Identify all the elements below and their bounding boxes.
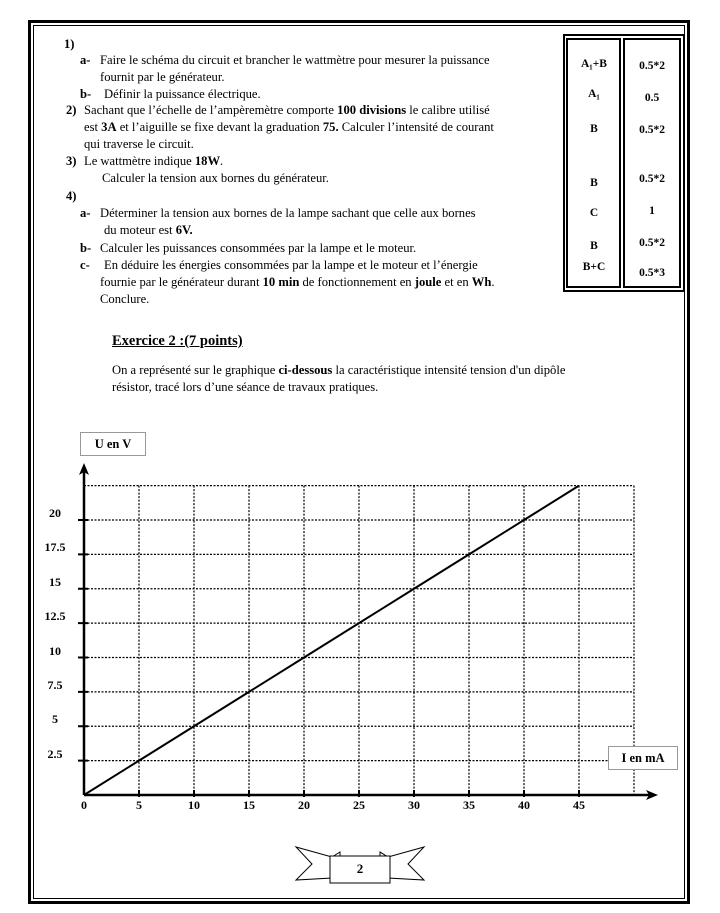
question-4c-line1: En déduire les énergies consommées par la lampe et le moteur et l’énergie — [104, 258, 478, 272]
question-4a-line2: du moteur est 6V. — [104, 223, 193, 237]
points-cell: 0.5*2 — [639, 237, 665, 249]
question-4-number: 4) — [66, 189, 77, 203]
competence-cell: B — [590, 123, 598, 135]
points-cell: 0.5*3 — [639, 267, 665, 279]
x-tick-label: 0 — [81, 798, 87, 812]
competence-cell: B — [590, 240, 598, 252]
competence-cell: A₁ — [588, 88, 600, 100]
question-1a-line2: fournit par le générateur. — [100, 70, 225, 84]
page-number: 2 — [356, 861, 364, 876]
question-1b-label: b- — [80, 87, 92, 101]
x-tick-label: 45 — [573, 798, 585, 812]
question-4a-label: a- — [80, 206, 91, 220]
x-tick-label: 40 — [518, 798, 530, 812]
points-cell: 0.5 — [644, 92, 660, 104]
question-4a-line1: Déterminer la tension aux bornes de la lampe sachant que celle aux bornes — [100, 206, 476, 220]
question-3-line2: Calculer la tension aux bornes du générateur. — [102, 171, 329, 185]
question-4c-line3: Conclure. — [100, 292, 150, 306]
competence-cell: A₁+B — [581, 58, 607, 70]
x-tick-label: 15 — [243, 798, 255, 812]
x-tick-label: 25 — [353, 798, 365, 812]
question-2-number: 2) — [66, 103, 77, 117]
y-axis-label: U en V — [80, 432, 146, 456]
points-cell: 0.5*2 — [639, 124, 665, 136]
exercise-2-intro-line2: résistor, tracé lors d’une séance de travaux pratiques. — [112, 380, 379, 394]
points-cell: 0.5*2 — [639, 173, 665, 185]
y-tick-label: 17.5 — [44, 540, 66, 555]
y-tick-label: 20 — [49, 506, 61, 520]
competence-cell: B — [590, 177, 598, 189]
banner-right-ribbon-icon — [388, 847, 424, 880]
question-4b-text: Calculer les puissances consommées par la lampe et le moteur. — [100, 241, 417, 255]
question-2-line1: Sachant que l’échelle de l’ampèremètre comporte 100 divisions le calibre utilisé — [84, 103, 490, 117]
points-cell: 0.5*2 — [639, 60, 665, 72]
y-tick-label: 5 — [52, 712, 58, 727]
question-3-number: 3) — [66, 154, 77, 168]
banner-left-ribbon-icon — [296, 847, 332, 880]
competence-cell: B+C — [582, 261, 606, 273]
y-tick-label: 12.5 — [44, 609, 66, 624]
x-tick-label: 10 — [188, 798, 200, 812]
question-1a-line1: Faire le schéma du circuit et brancher le wattmètre pour mesurer la puissance — [100, 53, 490, 67]
question-2-line3: qui traverse le circuit. — [84, 137, 194, 151]
points-cell: 1 — [649, 205, 655, 217]
question-3-line1: Le wattmètre indique 18W. — [84, 154, 224, 168]
question-4b-label: b- — [80, 241, 92, 255]
y-tick-label: 2.5 — [47, 746, 63, 761]
question-1b-text: Définir la puissance électrique. — [104, 87, 261, 101]
question-1a-label: a- — [80, 53, 91, 67]
x-tick-label: 20 — [298, 798, 310, 812]
exercise-2-intro-line1: On a représenté sur le graphique ci-dessous la caractéristique intensité tension d'un dipôle — [112, 363, 566, 377]
y-tick-label: 10 — [49, 643, 61, 658]
x-tick-label: 35 — [463, 798, 475, 812]
x-tick-label: 5 — [136, 798, 142, 812]
question-1-number: 1) — [64, 37, 75, 51]
competence-cell: C — [589, 207, 599, 219]
question-4c-line2: fournie par le générateur durant 10 min de fonctionnement en joule et en Wh. — [100, 275, 495, 289]
x-tick-label: 30 — [408, 798, 420, 812]
exercise-2-title: Exercice 2 :(7 points) — [112, 333, 243, 349]
y-tick-label: 7.5 — [47, 677, 63, 692]
question-2-line2: est 3A et l’aiguille se fixe devant la graduation 75. Calculer l’intensité de courant — [84, 120, 494, 134]
y-tick-label: 15 — [49, 574, 61, 589]
x-axis-label: I en mA — [608, 746, 678, 770]
question-4c-label: c- — [80, 258, 90, 272]
